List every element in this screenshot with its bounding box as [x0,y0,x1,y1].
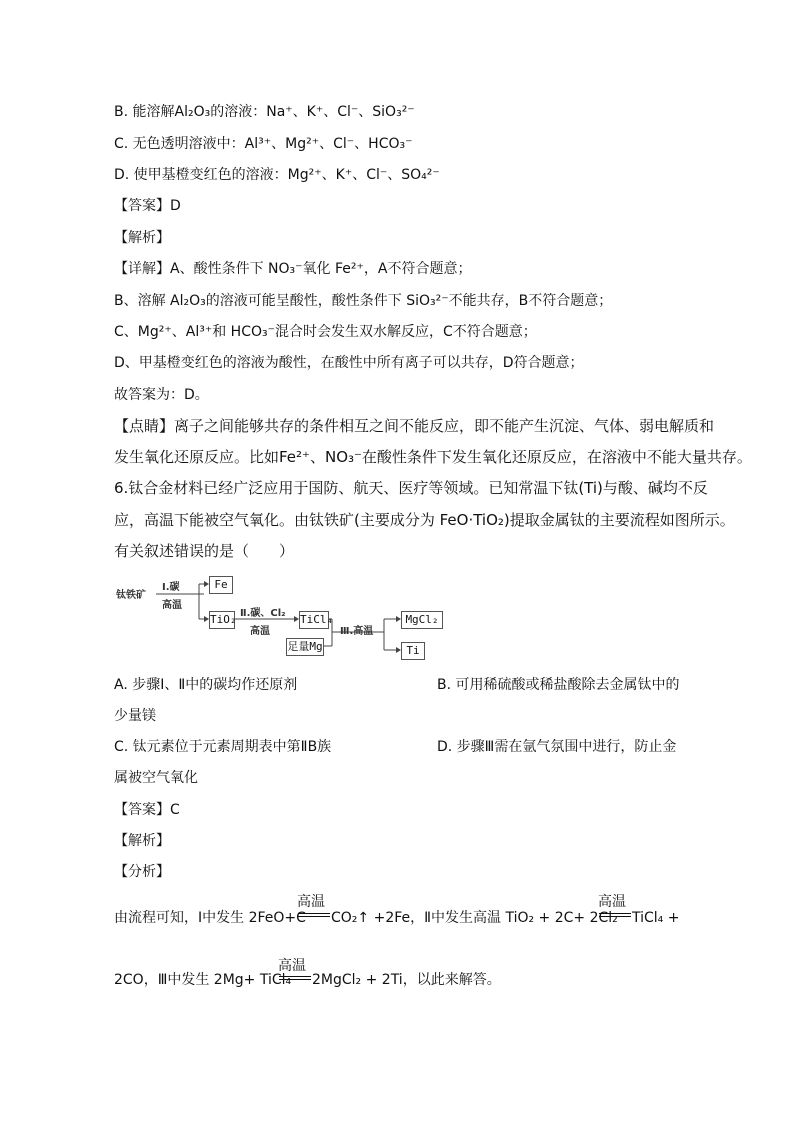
detail-b: B、溶解 Al₂O₃的溶液可能呈酸性，酸性条件下 SiO₃²⁻不能共存，B不符合题意； [114,293,613,309]
step1-reagent: Ⅰ.碳 [162,582,180,593]
choice-d: D. 步骤Ⅲ需在氩气氛围中进行，防止金 [437,739,677,755]
question-6-line-1: 6.钛合金材料已经广泛应用于国防、航天、医疗等领域。已知常温下钛(Ti)与酸、碱均不反 [114,479,708,497]
option-b-text: B. 能溶解Al₂O₃的溶液：Na⁺、K⁺、Cl⁻、SiO₃²⁻ [114,104,415,120]
choice-d-continued: 属被空气氧化 [114,770,198,786]
process-flow-diagram [114,572,454,667]
detail-c: C、Mg²⁺、Al³⁺和 HCO₃⁻混合时会发生双水解反应，C不符合题意； [114,324,537,340]
tio2-box: TiO₂ [209,611,235,629]
comment-line-1: 【点睛】离子之间能够共存的条件相互之间不能反应，即不能产生沉淀、气体、弱电解质和 [114,417,715,435]
choice-b: B. 可用稀硫酸或稀盐酸除去金属钛中的 [437,677,680,693]
equals-line-3a [279,976,311,977]
choice-c: C. 钛元素位于元素周期表中第ⅡB族 [114,739,332,755]
equals-line-3b [279,979,311,980]
equation-1-part-b: CO₂↑ +2Fe，Ⅱ中发生高温 TiO₂ + 2C+ 2Cl₂ [331,910,618,926]
step3-label: Ⅲ.高温 [340,626,374,637]
equation-2-part-b: 2MgCl₂ + 2Ti，以此来解答。 [312,972,501,988]
equals-line-1a [298,913,330,914]
conclusion: 故答案为：D。 [114,387,209,403]
detail-d: D、甲基橙变红色的溶液为酸性，在酸性中所有离子可以共存，D符合题意； [114,355,584,371]
detail-a: 【详解】A、酸性条件下 NO₃⁻氧化 Fe²⁺，A不符合题意； [114,261,472,277]
analysis-subheading: 【分析】 [114,864,170,880]
equation-1-part-c: TiCl₄ + [632,910,680,926]
answer-2: 【答案】C [114,802,180,818]
condition-high-temp-1: 高温 [297,894,325,910]
equals-line-2a [599,913,631,914]
choice-a: A. 步骤Ⅰ、Ⅱ中的碳均作还原剂 [114,677,298,693]
option-c-text: C. 无色透明溶液中：Al³⁺、Mg²⁺、Cl⁻、HCO₃⁻ [114,136,413,152]
condition-high-temp-3: 高温 [278,958,306,974]
question-6-line-3: 有关叙述错误的是（ ） [114,542,295,560]
step2-condition: 高温 [250,626,270,637]
analysis-heading-2: 【解析】 [114,833,170,849]
condition-high-temp-2: 高温 [598,894,626,910]
comment-line-2: 发生氧化还原反应。比如Fe²⁺、NO₃⁻在酸性条件下发生氧化还原反应，在溶液中不能大量共存。 [114,448,752,466]
step1-condition: 高温 [162,600,182,611]
question-6-line-2: 应，高温下能被空气氧化。由钛铁矿(主要成分为 FeO·TiO₂)提取金属钛的主要流程如图所示。 [114,511,735,529]
analysis-heading-1: 【解析】 [114,230,170,246]
fe-box: Fe [209,576,233,594]
ticl4-box: TiCl₄ [299,611,329,629]
mgcl2-box: MgCl₂ [401,611,443,629]
answer-1: 【答案】D [114,198,181,214]
choice-b-continued: 少量镁 [114,708,156,724]
option-d-text: D. 使甲基橙变红色的溶液：Mg²⁺、K⁺、Cl⁻、SO₄²⁻ [114,167,440,183]
step2-reagent: Ⅱ.碳、Cl₂ [240,608,286,619]
equals-line-2b [599,916,631,917]
ti-box: Ti [401,642,425,660]
equation-2-part-a: 2CO，Ⅲ中发生 2Mg+ TiCl₄ [114,972,292,988]
mg-box: 足量Mg [286,638,324,656]
equals-line-1b [298,916,330,917]
ore-label: 钛铁矿 [116,590,146,601]
equation-1-part-a: 由流程可知，Ⅰ中发生 2FeO+C [114,910,306,926]
